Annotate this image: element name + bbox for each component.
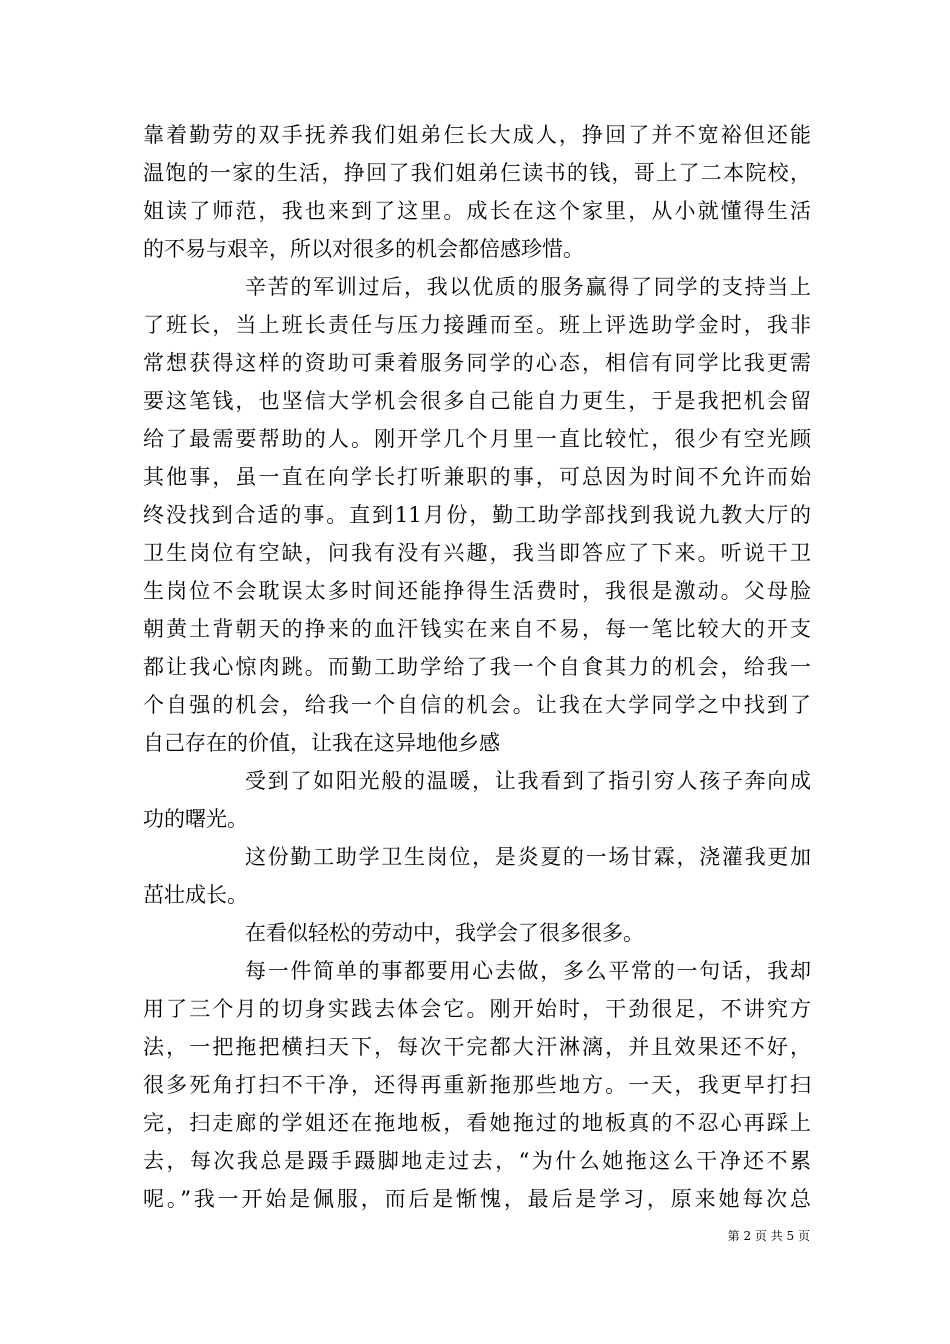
text-line: 功的曙光。 bbox=[143, 807, 248, 831]
text-line: 其他事，虽一直在向学长打听兼职的事，可总因为时间不允许而始 bbox=[143, 465, 811, 489]
text-line: 卫生岗位有空缺，问我有没有兴趣，我当即答应了下来。听说干卫 bbox=[143, 541, 811, 565]
paragraph-first-line: 辛苦的军训过后，我以优质的服务赢得了同学的支持当上 bbox=[245, 275, 811, 299]
text-line: 姐读了师范，我也来到了这里。成长在这个家里，从小就懂得生活 bbox=[143, 199, 811, 223]
text-line: 温饱的一家的生活，挣回了我们姐弟仨读书的钱，哥上了二本院校， bbox=[143, 161, 811, 185]
paragraph-first-line: 这份勤工助学卫生岗位，是炎夏的一场甘霖，浇灌我更加 bbox=[245, 845, 811, 869]
text-line: 去，每次我总是蹑手蹑脚地走过去，“为什么她拖这么干净还不累 bbox=[143, 1149, 811, 1173]
text-line: 了班长，当上班长责任与压力接踵而至。班上评选助学金时，我非 bbox=[143, 313, 811, 337]
text-line: 法，一把拖把横扫天下，每次干完都大汗淋漓，并且效果还不好， bbox=[143, 1035, 811, 1059]
text-line: 终没找到合适的事。直到11月份，勤工助学部找到我说九教大厅的 bbox=[143, 503, 811, 527]
text-line: 自己存在的价值，让我在这异地他乡感 bbox=[143, 731, 500, 755]
text-line: 朝黄土背朝天的挣来的血汗钱实在来自不易，每一笔比较大的开支 bbox=[143, 617, 811, 641]
paragraph-first-line: 每一件简单的事都要用心去做，多么平常的一句话，我却 bbox=[245, 959, 811, 983]
text-line: 给了最需要帮助的人。刚开学几个月里一直比较忙，很少有空光顾 bbox=[143, 427, 811, 451]
text-line: 常想获得这样的资助可秉着服务同学的心态，相信有同学比我更需 bbox=[143, 351, 811, 375]
text-line: 很多死角打扫不干净，还得再重新拖那些地方。一天，我更早打扫 bbox=[143, 1073, 811, 1097]
text-line: 个自强的机会，给我一个自信的机会。让我在大学同学之中找到了 bbox=[143, 693, 811, 717]
text-line: 呢。”我一开始是佩服，而后是惭愧，最后是学习，原来她每次总 bbox=[143, 1187, 811, 1211]
text-line: 生岗位不会耽误太多时间还能挣得生活费时，我很是激动。父母脸 bbox=[143, 579, 811, 603]
text-line: 用了三个月的切身实践去体会它。刚开始时，干劲很足，不讲究方 bbox=[143, 997, 811, 1021]
text-line: 茁壮成长。 bbox=[143, 883, 248, 907]
text-line: 要这笔钱，也坚信大学机会很多自己能自力更生，于是我把机会留 bbox=[143, 389, 811, 413]
paragraph-first-line: 在看似轻松的劳动中，我学会了很多很多。 bbox=[245, 921, 644, 945]
text-line: 完，扫走廊的学姐还在拖地板，看她拖过的地板真的不忍心再踩上 bbox=[143, 1111, 811, 1135]
text-line: 靠着勤劳的双手抚养我们姐弟仨长大成人，挣回了并不宽裕但还能 bbox=[143, 123, 811, 147]
document-body bbox=[143, 116, 811, 1218]
text-line: 的不易与艰辛，所以对很多的机会都倍感珍惜。 bbox=[143, 237, 584, 261]
paragraph-first-line: 受到了如阳光般的温暖，让我看到了指引穷人孩子奔向成 bbox=[245, 769, 811, 793]
page-number-footer: 第 2 页 共 5 页 bbox=[727, 1229, 810, 1243]
text-line: 都让我心惊肉跳。而勤工助学给了我一个自食其力的机会，给我一 bbox=[143, 655, 811, 679]
